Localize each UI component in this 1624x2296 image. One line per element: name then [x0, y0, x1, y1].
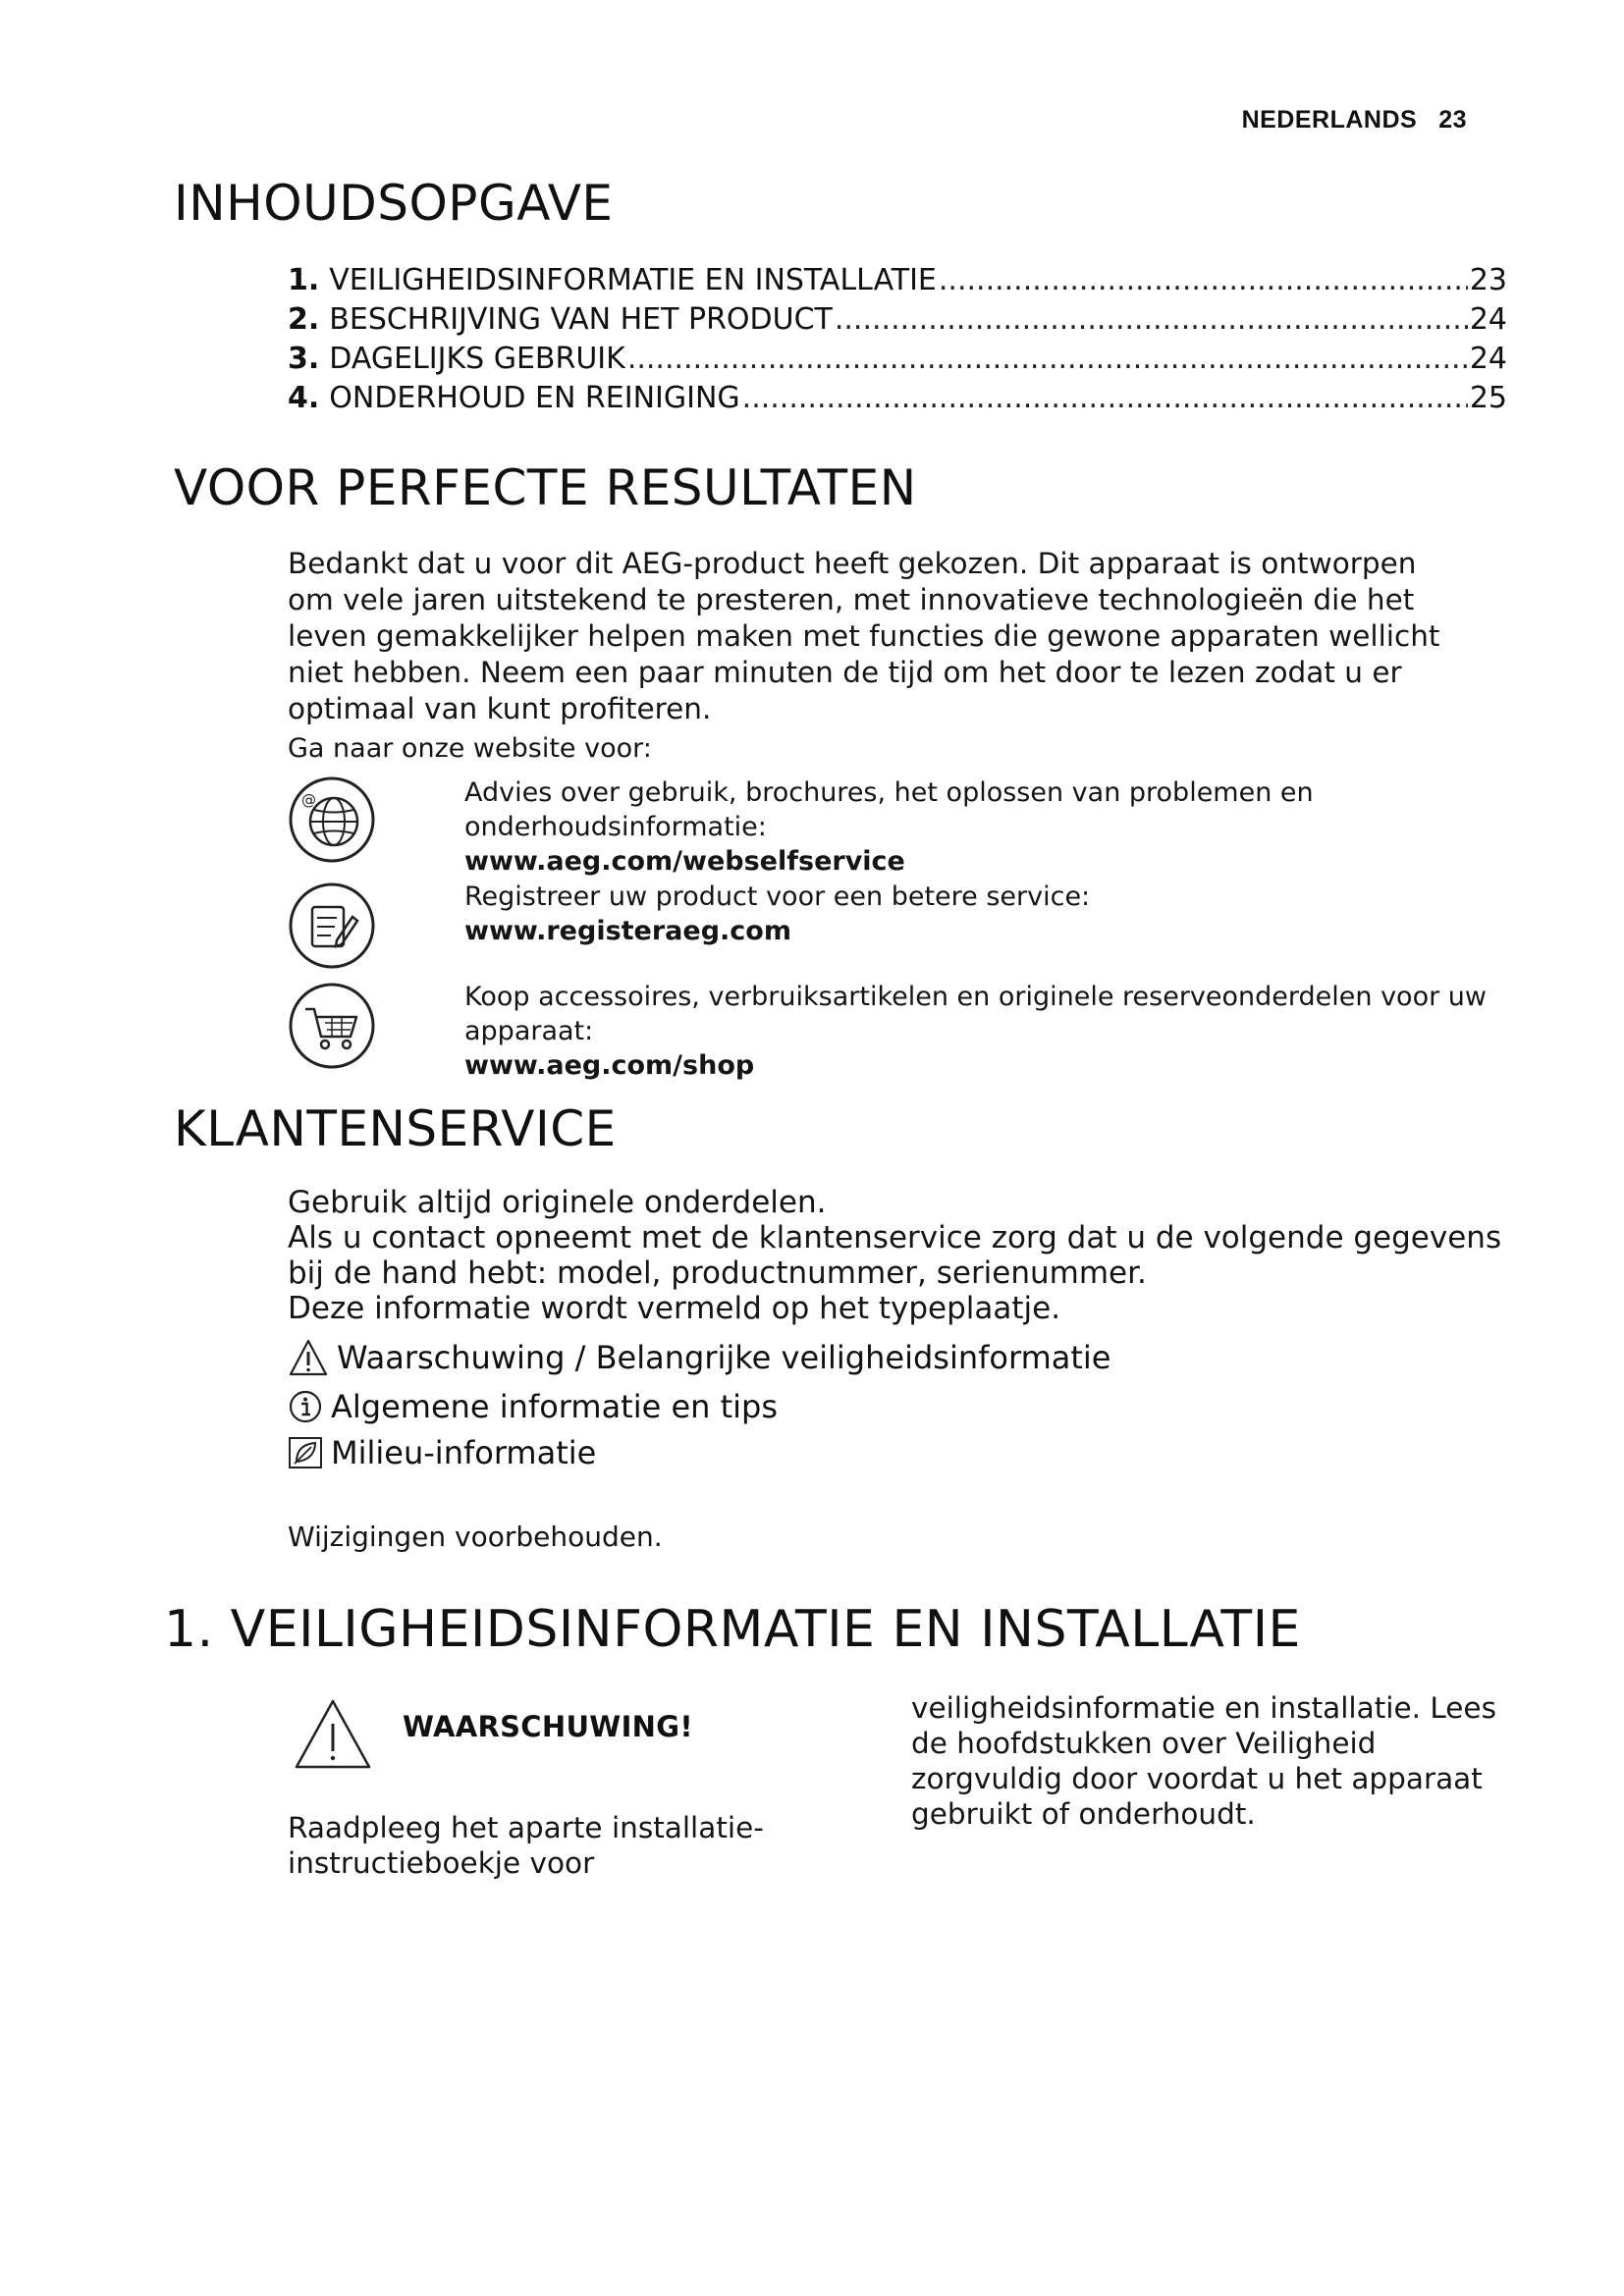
website-item-shop — [288, 980, 1525, 1081]
cs-line: Als u contact opneemt met de klantenservice zorg dat u de volgende gegevens — [288, 1220, 1502, 1255]
toc-entry[interactable] — [288, 261, 1507, 300]
toc-entry[interactable] — [288, 379, 1507, 418]
website-item-text — [464, 775, 1314, 879]
intro-paragraph — [288, 546, 1525, 727]
intro-line: leven gemakkelijker helpen maken met functies die gewone apparaten wellicht — [288, 619, 1440, 653]
toc-leader-dots — [742, 379, 1468, 418]
legend-info — [288, 1387, 778, 1426]
safety-right-line: zorgvuldig door voordat u het apparaat — [911, 1762, 1483, 1795]
intro-line: niet hebben. Neem een paar minuten de tijd om het door te lezen zodat u er — [288, 656, 1402, 689]
shopping-cart-icon — [288, 982, 376, 1070]
toc-entry-number: 3. — [288, 342, 320, 376]
running-header — [1242, 106, 1467, 134]
toc-entry-page: 24 — [1469, 342, 1507, 376]
toc-leader-dots — [835, 300, 1468, 340]
toc-entry-label: BESCHRIJVING VAN HET PRODUCT — [329, 302, 833, 337]
webselfservice-link[interactable]: www.aeg.com/webselfservice — [464, 846, 905, 877]
item-text-line: Advies over gebruik, brochures, het oplossen van problemen en — [464, 777, 1314, 808]
safety-right-line: veiligheidsinformatie en installatie. Lees — [911, 1691, 1496, 1725]
safety-right-line: gebruikt of onderhoudt. — [911, 1797, 1256, 1831]
safety-left-line: instructieboekje voor — [288, 1846, 595, 1880]
perfect-results-title: VOOR PERFECTE RESULTATEN — [174, 459, 917, 516]
toc-entry-number: 2. — [288, 302, 320, 337]
table-of-contents — [288, 261, 1507, 418]
warning-triangle-icon — [293, 1698, 373, 1771]
safety-right-line: de hoofdstukken over Veiligheid — [911, 1727, 1377, 1760]
toc-entry-number: 4. — [288, 381, 320, 415]
toc-entry-label: VEILIGHEIDSINFORMATIE EN INSTALLATIE — [329, 263, 937, 297]
website-item-support — [288, 775, 1525, 877]
changes-note: Wijzigingen voorbehouden. — [288, 1521, 663, 1553]
safety-left-line: Raadpleeg het aparte installatie- — [288, 1811, 764, 1844]
website-item-text — [464, 980, 1487, 1083]
toc-entry-page: 24 — [1469, 302, 1507, 337]
info-icon — [288, 1389, 323, 1424]
globe-icon — [288, 775, 376, 864]
leaf-icon — [288, 1436, 323, 1469]
legend-warning — [288, 1338, 1110, 1377]
toc-title: INHOUDSOPGAVE — [174, 175, 614, 232]
safety-section-title: 1. VEILIGHEIDSINFORMATIE EN INSTALLATIE — [164, 1600, 1301, 1659]
toc-entry-page: 25 — [1469, 381, 1507, 415]
legend-info-label: Algemene informatie en tips — [331, 1388, 779, 1425]
customer-service-paragraph — [288, 1185, 1525, 1326]
toc-entry-label: DAGELIJKS GEBRUIK — [329, 342, 625, 376]
toc-entry-label: ONDERHOUD EN REINIGING — [329, 381, 740, 415]
cs-line: Gebruik altijd originele onderdelen. — [288, 1185, 827, 1220]
intro-line: Bedankt dat u voor dit AEG-product heeft gekozen. Dit apparaat is ontworpen — [288, 547, 1417, 580]
item-text-line: Koop accessoires, verbruiksartikelen en originele reserveonderdelen voor uw — [464, 982, 1487, 1012]
toc-entry[interactable] — [288, 300, 1507, 340]
intro-line: om vele jaren uitstekend te presteren, met innovatieve technologieën die het — [288, 583, 1415, 616]
toc-leader-dots — [627, 340, 1468, 379]
cs-line: Deze informatie wordt vermeld op het typeplaatje. — [288, 1291, 1061, 1326]
page-number: 23 — [1438, 106, 1467, 133]
language-label: NEDERLANDS — [1241, 106, 1418, 133]
intro-line: optimaal van kunt profiteren. — [288, 692, 712, 725]
safety-right-column — [911, 1690, 1520, 1832]
legend-environment-label: Milieu-informatie — [331, 1434, 597, 1471]
safety-left-column — [288, 1810, 896, 1881]
svg-text:@: @ — [301, 791, 316, 809]
legend-warning-label: Waarschuwing / Belangrijke veiligheidsinformatie — [337, 1339, 1111, 1376]
registeraeg-link[interactable]: www.registeraeg.com — [464, 916, 791, 946]
warning-label: WAARSCHUWING! — [403, 1710, 693, 1743]
toc-leader-dots — [939, 261, 1468, 300]
warning-triangle-icon — [288, 1338, 329, 1377]
item-text-line: apparaat: — [464, 1016, 594, 1046]
toc-entry[interactable] — [288, 340, 1507, 379]
toc-entry-number: 1. — [288, 263, 320, 297]
website-item-text — [464, 880, 1090, 948]
website-item-register — [288, 880, 1525, 978]
toc-entry-page: 23 — [1469, 263, 1507, 297]
shop-link[interactable]: www.aeg.com/shop — [464, 1050, 755, 1081]
cs-line: bij de hand hebt: model, productnummer, serienummer. — [288, 1255, 1147, 1291]
website-lead: Ga naar onze website voor: — [288, 733, 652, 764]
item-text-line: Registreer uw product voor een betere service: — [464, 881, 1091, 912]
legend-environment — [288, 1433, 596, 1472]
item-text-line: onderhoudsinformatie: — [464, 812, 767, 842]
registration-form-icon — [288, 881, 376, 970]
customer-service-title: KLANTENSERVICE — [174, 1100, 617, 1157]
